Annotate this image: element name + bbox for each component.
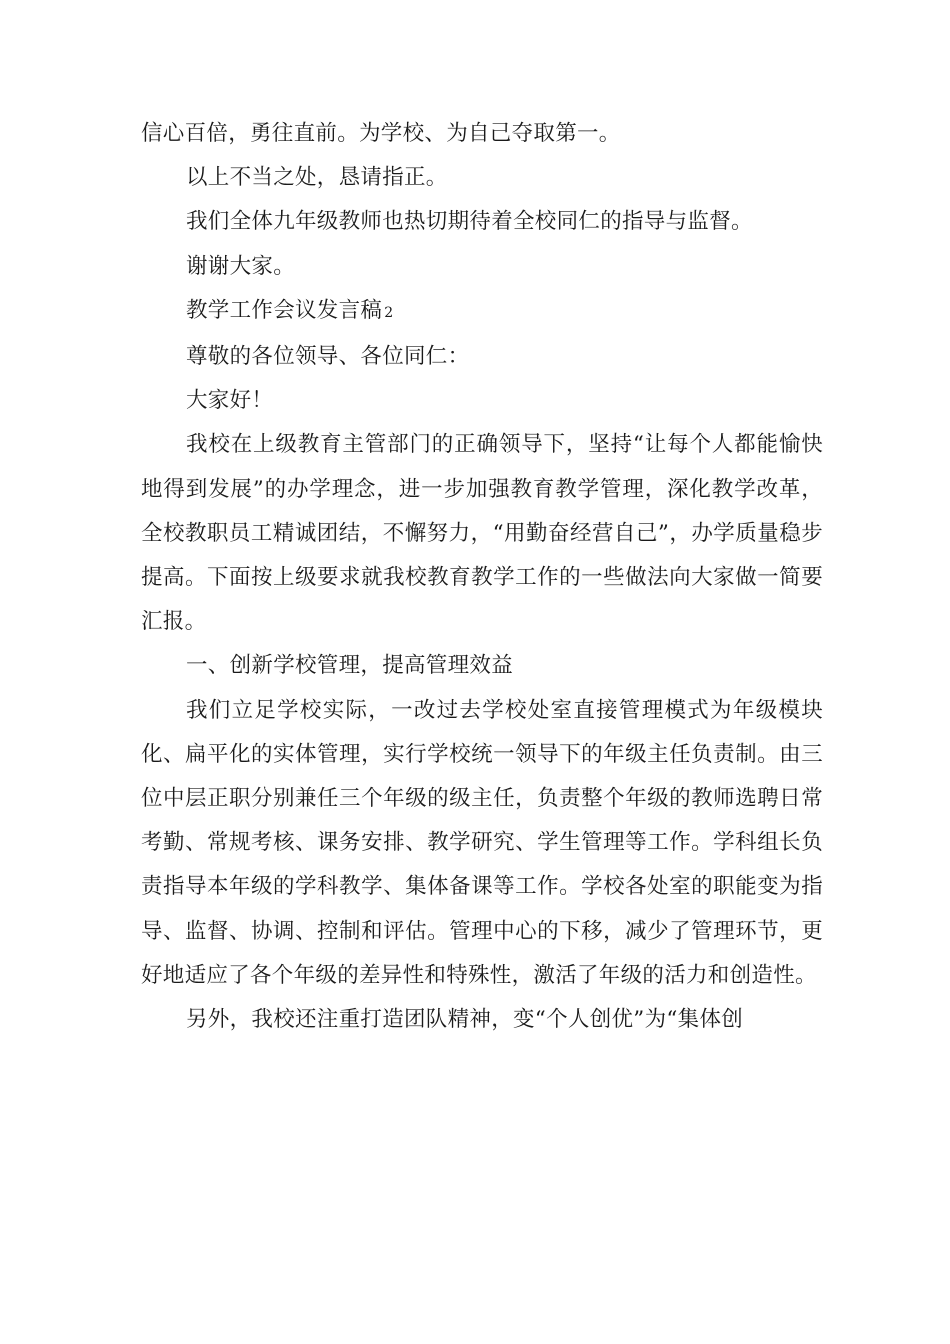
paragraph-closing-line: 信心百倍，勇往直前。为学校、为自己夺取第一。 [141, 121, 621, 146]
paragraph-teachers-expectation: 我们全体九年级教师也热切期待着全校同仁的指导与监督。 [186, 209, 753, 235]
paragraph-salutation: 尊敬的各位领导、各位同仁： [186, 344, 470, 370]
paragraph-thanks: 谢谢大家。 [186, 253, 296, 279]
section-title [141, 289, 823, 335]
section-title-text: 教学工作会议发言稿 [186, 297, 383, 323]
paragraph-team-spirit: 另外，我校还注重打造团队精神，变“个人创优”为“集体创 [186, 1007, 744, 1033]
section-title-number: 2 [384, 304, 394, 321]
paragraph-request-correction: 以上不当之处，恳请指正。 [186, 165, 448, 191]
paragraph-greeting: 大家好！ [186, 388, 274, 414]
heading-section-one: 一、创新学校管理，提高管理效益 [186, 653, 514, 679]
document-body [141, 112, 823, 1042]
paragraph-introduction: 我校在上级教育主管部门的正确领导下，坚持“让每个人都能愉快地得到发展”的办学理念，进一步加强教育教学管理，深化教学改革，全校教职员工精诚团结，不懈努力，“用勤奋经营自己”，办学质量稳步提高。下面按上级要求就我校教育教学工作的一些做法向大家做一简要汇报。 [141, 432, 823, 635]
paragraph-management-model: 我们立足学校实际，一改过去学校处室直接管理模式为年级模块化、扁平化的实体管理，实行学校统一领导下的年级主任负责制。由三位中层正职分别兼任三个年级的级主任，负责整个年级的教师选聘日常考勤、常规考核、课务安排、教学研究、学生管理等工作。学科组长负责指导本年级的学科教学、集体备课等工作。学校各处室的职能变为指导、监督、协调、控制和评估。管理中心的下移，减少了管理环节，更好地适应了各个年级的差异性和特殊性，激活了年级的活力和创造性。 [141, 697, 823, 988]
